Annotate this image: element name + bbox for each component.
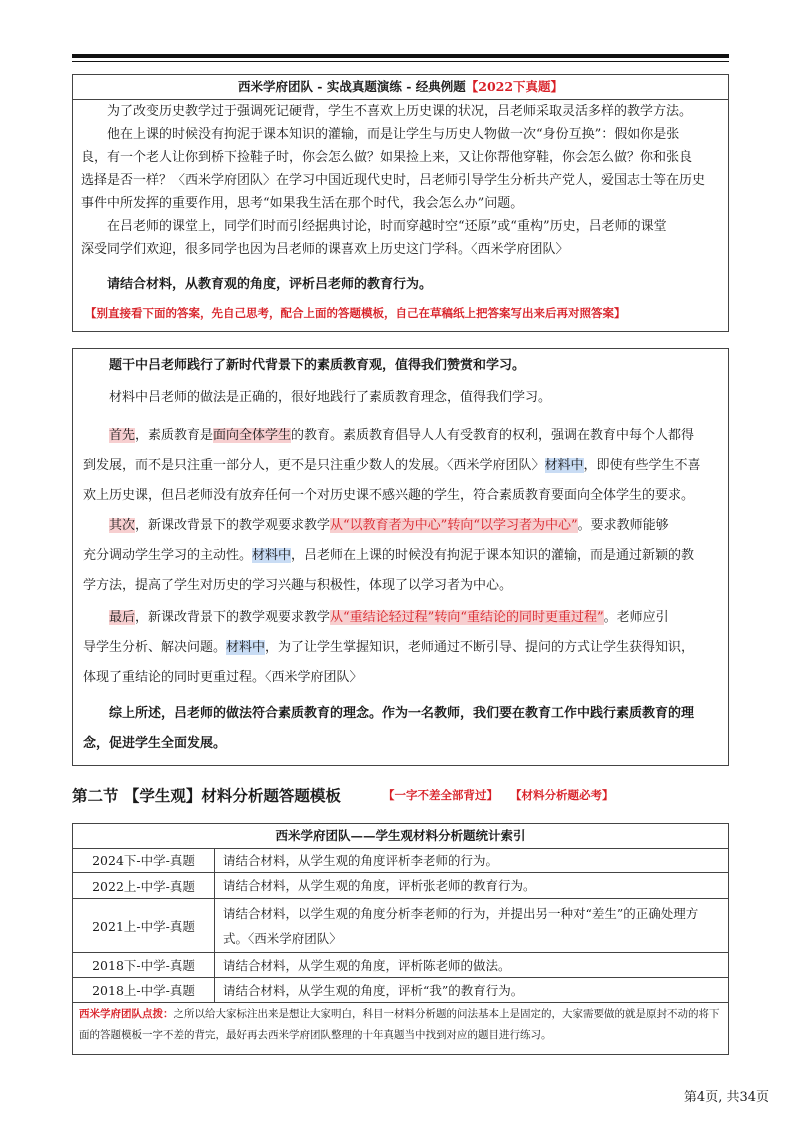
example-paragraph-2-line-4: 事件中所发挥的重要作用，思考“如果我生活在那个时代，我会怎么办”问题。: [81, 196, 524, 211]
point-3-material-tag: 材料中: [226, 640, 266, 655]
answer-summary: 综上所述，吕老师的做法符合素质教育的理念。作为一名教师，我们要在教育工作中践行素质教育的理 念，促进学生全面发展。: [83, 706, 695, 751]
example-question: 请结合材料，从教育观的角度，评析吕老师的教育行为。: [107, 277, 433, 292]
point-1-keyword: 首先: [109, 428, 136, 443]
example-title-tag: 【2022下真题】: [465, 79, 564, 94]
section-heading: 第二节 【学生观】材料分析题答题模板: [72, 786, 341, 805]
example-paragraph-3-line-1: 在吕老师的课堂上，同学们时而引经据典讨论，时而穿越时空“还原”或“重构”历史，吕老师的课堂: [107, 219, 667, 234]
point-1-material-tag: 材料中: [544, 458, 584, 473]
section-tag-must-test: 【材料分析题必考】: [510, 788, 614, 802]
index-table: [72, 823, 729, 1055]
answer-point-1: 首先，素质教育是面向全体学生的教育。素质教育倡导人人有受教育的权利，强调在教育中每个人都得 到发展，而不是只注重一部分人，更不是只注重少数人的发展。〈西米学府团队〉材料中，即使有些学生不喜 欢上历史课，但吕老师没有放弃任何一个对历史课不感兴趣的学生，符合素质教育要面向全体学生的要求。: [83, 428, 701, 503]
table-row-question: 请结合材料，从学生观的角度，评析陈老师的做法。: [223, 957, 511, 973]
example-paragraph-2-line-1: 他在上课的时候没有拘泥于课本知识的灌输，而是让学生与历史人物做一次“身份互换”：假如你是张: [107, 127, 680, 142]
table-row: [73, 899, 728, 953]
table-row: [73, 873, 728, 899]
answer-line-2: 材料中吕老师的做法是正确的，很好地践行了素质教育理念，值得我们学习。: [109, 390, 552, 405]
example-warning: 【别直接看下面的答案，先自己思考，配合上面的答题模板，自己在草稿纸上把答案写出来后再对照答案】: [85, 306, 626, 320]
table-row-question: 请结合材料，从学生观的角度，评析张老师的教育行为。: [223, 878, 536, 893]
table-row-question: 请结合材料，以学生观的角度分析李老师的行为，并提出另一种对“差生”的正确处理方式。〈西米学府团队〉: [223, 905, 699, 946]
header-rule-thin: [72, 61, 729, 62]
example-box: [72, 74, 729, 332]
answer-point-3: 最后，新课改背景下的教学观要求教学从“重结论轻过程”转向“重结论的同时更重过程”。老师应引 导学生分析、解决问题。材料中，为了让学生掌握知识，老师通过不断引导、提问的方式让学生获得知识， 体现了重结论的同时更重过程。〈西米学府团队〉: [83, 610, 695, 685]
table-row-year: 2021上-中学-真题: [73, 899, 215, 952]
table-row-year: 2024下-中学-真题: [73, 848, 215, 872]
example-paragraph-2-line-2: 良，有一个老人让你到桥下捡鞋子时，你会怎么做？如果捡上来，又让你帮他穿鞋，你会怎么做？你和张良: [81, 150, 693, 165]
point-3-highlight: 从“重结论轻过程”转向“重结论的同时更重过程”: [330, 610, 604, 625]
point-1-highlight: 面向全体学生: [213, 428, 292, 443]
table-note: [79, 1004, 722, 1046]
section-tag-memorize: 【一字不差全部背过】: [383, 788, 498, 802]
table-title: 西米学府团队——学生观材料分析题统计索引: [73, 824, 728, 849]
example-paragraph-2-line-3: 选择是否一样？〈西米学府团队〉在学习中国近现代史时，吕老师引导学生分析共产党人，爱国志士等在历史: [81, 173, 706, 188]
point-3-keyword: 最后: [109, 610, 136, 625]
answer-box: [72, 348, 729, 766]
table-note-text: 之所以给大家标注出来是想让大家明白，科目一材料分析题的问法基本上是固定的，大家需要做的就是原封不动的将下面的答题模板一字不差的背完，最好再去西米学府团队整理的十年真题当中找到对应的题目进行练习。: [79, 1008, 720, 1041]
table-note-label: 西米学府团队点拨：: [79, 1008, 174, 1020]
page-number: 第4页, 共34页: [683, 1090, 769, 1105]
table-row-year: 2018下-中学-真题: [73, 953, 215, 977]
example-title: 西米学府团队 - 实战真题演练 - 经典例题【2022下真题】: [73, 75, 728, 100]
example-paragraph-3-line-2: 深受同学们欢迎，很多同学也因为吕老师的课喜欢上历史这门学科。〈西米学府团队〉: [81, 242, 569, 257]
table-row-year: 2018上-中学-真题: [73, 978, 215, 1002]
table-row: [73, 978, 728, 1003]
table-row-question: 请结合材料，从学生观的角度评析李老师的行为。: [223, 852, 499, 868]
answer-intro: 题干中吕老师践行了新时代背景下的素质教育观，值得我们赞赏和学习。: [109, 358, 526, 373]
point-2-material-tag: 材料中: [252, 548, 292, 563]
table-row: [73, 848, 728, 873]
point-2-highlight: 从“以教育者为中心”转向“以学习者为中心”: [330, 518, 578, 533]
answer-point-2: 其次，新课改背景下的教学观要求教学从“以教育者为中心”转向“以学习者为中心”。要求教师能够 充分调动学生学习的主动性。材料中，吕老师在上课的时候没有拘泥于课本知识的灌输，而是通过新颖的教 学方法，提高了学生对历史的学习兴趣与积极性，体现了以学习者为中心。: [83, 518, 695, 593]
table-row: [73, 953, 728, 978]
table-row-question: 请结合材料，从学生观的角度，评析“我”的教育行为。: [223, 982, 524, 998]
header-rule-thick: [72, 54, 729, 58]
table-row-year: 2022上-中学-真题: [73, 873, 215, 898]
example-paragraph-1: 为了改变历史教学过于强调死记硬背，学生不喜欢上历史课的状况，吕老师采取灵活多样的教学方法。: [107, 104, 693, 119]
point-2-keyword: 其次: [109, 518, 136, 533]
